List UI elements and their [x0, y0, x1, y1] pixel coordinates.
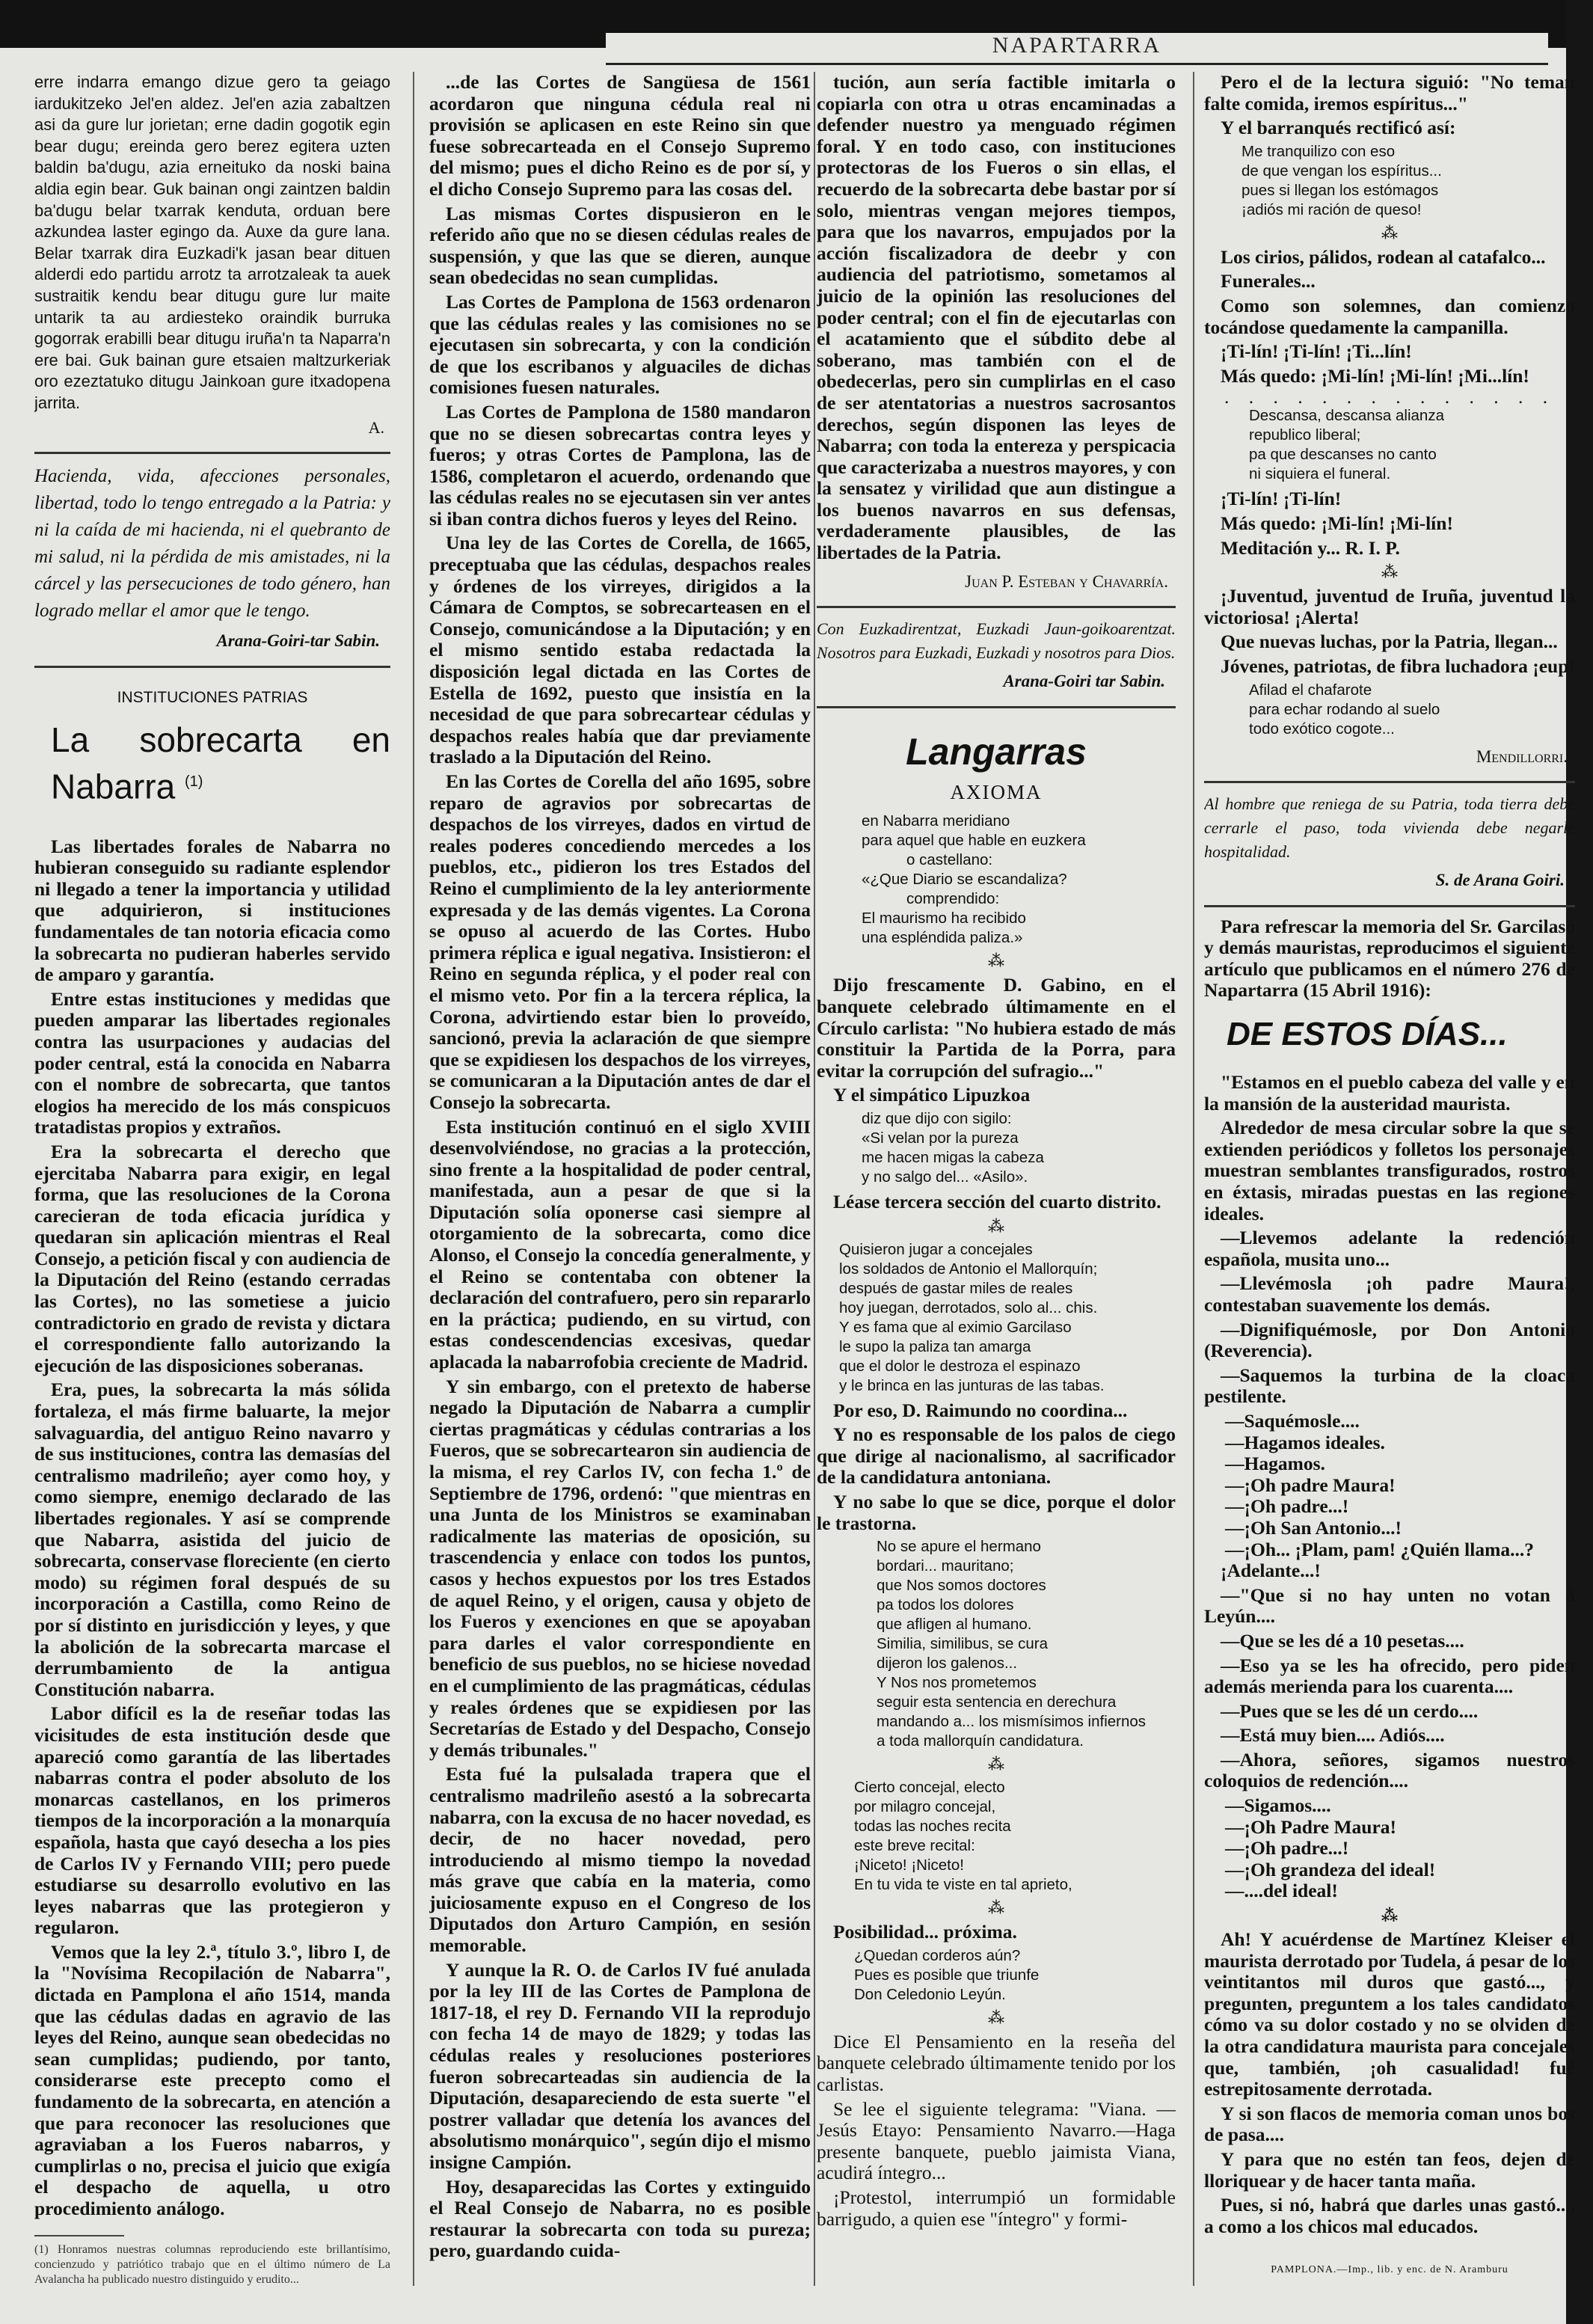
dot-separator: . . . . . . . . . . . . . .	[1224, 386, 1556, 408]
dialogue-line: —Saquémosle....	[1225, 1409, 1360, 1432]
dialogue-line: —¡Oh Padre Maura!	[1225, 1815, 1397, 1838]
verse-line: en Nabarra meridiano	[862, 812, 1010, 830]
article-paragraph: En las Cortes de Corella del año 1695, sobre reparo de agravios por sobrecartas de despachos de los virreyes, dados en virtud de reales poderes concediendo mercedes a los pueblos, etc., pidieron los tres Estados del Reino el cumplimiento de la ley anteriormente expresada y de las demás vigentes. La Corona se opuso al acuerdo de las Cortes. Hubo primera réplica e igual negativa. Insistieron: el Reino en segunda réplica, y el poder real con el mismo veto. Por fin a la tercera réplica, la Corona, advirtiendo estar bien lo proveído, sancionó, previa la aclaración de que siempre que se expidiesen los despachos de los virreyes, se comunicaran a la Diputación antes de dar el Consejo la sobrecarta.	[429, 770, 811, 1113]
sabin-quote: Con Euzkadirentzat, Euzkadi Jaun-goikoarentzat. Nosotros para Euzkadi, Euzkadi y nosotros para Dios.	[817, 619, 1176, 663]
divider	[817, 606, 1176, 608]
article-title-text: La sobrecarta en Nabarra	[51, 720, 390, 806]
paragraph: Y el barranqués rectificó así:	[1221, 117, 1456, 139]
article-paragraph: Labor difícil es la de reseñar todas las vicisitudes de esta institución desde que apareció como garantía de las libertades nabarras contra el poder absoluto de los monarcas castellanos, en los primeros tiempos de la incorporación a la monarquía española, hasta que cayó desecha a los pies de Carlos IV y Fernando VIII; pero puede estudiarse su desarrollo evolutivo en las leyes nabarras que las protegieron y regularon.	[34, 1702, 390, 1939]
dialogue-line: —¡Oh... ¡Plam, pam! ¿Quién llama...?	[1225, 1538, 1534, 1560]
verse	[862, 1109, 1176, 1187]
article-title	[51, 719, 390, 807]
verse-line: después de gastar miles de reales	[839, 1279, 1073, 1297]
verse-line: ¡Niceto! ¡Niceto!	[854, 1857, 964, 1874]
verse	[1241, 142, 1575, 220]
verse-line: que afligen al humano.	[877, 1616, 1032, 1634]
verse-line: Afilad el chafarote	[1249, 681, 1372, 699]
paragraph: Más quedo: ¡Mi-lín! ¡Mi-lín! ¡Mi...lín!	[1221, 364, 1529, 387]
verse-line: Pues es posible que triunfe	[854, 1966, 1040, 1984]
verse-line: pa que descanses no canto	[1249, 446, 1437, 464]
verse-line: En tu vida te viste en tal aprieto,	[854, 1876, 1072, 1894]
article-paragraph: —Llevemos adelante la redención española, musita uno...	[1204, 1227, 1575, 1270]
verse-line: No se apure el hermano	[877, 1538, 1041, 1556]
column-3	[817, 72, 1176, 2301]
article-paragraph: Las Cortes de Pamplona de 1563 ordenaron que las cédulas reales y las comisiones no se ejecutasen sin sobrecarta, y con la condición de que los escribanos y alguaciles de dichas comisiones fuesen naturales.	[429, 290, 811, 399]
verse-line: todo exótico cogote...	[1249, 720, 1395, 738]
quote-author: Arana-Goiri tar Sabin.	[1003, 672, 1165, 691]
article-paragraph: "Estamos en el pueblo cabeza del valle y en la mansión de la austeridad maurista.	[1204, 1071, 1575, 1115]
section-heading: INSTITUCIONES PATRIAS	[117, 688, 308, 706]
divider	[1204, 781, 1575, 783]
verse	[854, 1946, 1176, 2005]
article-paragraph: Pues, si nó, habrá que darles unas gastó..., a como a los chicos mal educados.	[1204, 2194, 1575, 2237]
verse	[862, 812, 1176, 948]
dialogue-line: —Hagamos ideales.	[1225, 1431, 1385, 1453]
verse-line: «Si velan por la pureza	[862, 1129, 1019, 1147]
article-paragraph: Una ley de las Cortes de Corella, de 1665, preceptuaba que las cédulas, despachos reales y órdenes de los virreyes, dirigidos a la Cámara de Comptos, se sobrecarteasen en el Consejo, comunicándose a la Diputación; y en el mismo sentido estaba redactada la disposición legal dictada en las Cortes de Estella de 1692, puesto que insistía en la necesidad de que para sobrecartear cédulas y despachos reales había que dar previamente traslado a la Diputación del Reino.	[429, 532, 811, 768]
printer-imprint: PAMPLONA.—Imp., lib. y enc. de N. Aramburu	[1271, 2264, 1508, 2276]
verse-line: pues si llegan los estómagos	[1241, 181, 1439, 199]
article-paragraph: ¡Adelante...!	[1221, 1560, 1321, 1582]
verse-line: este breve recital:	[854, 1837, 975, 1855]
asterism: ⁂	[1381, 562, 1398, 582]
paragraph: Dice El Pensamiento en la reseña del banquete celebrado últimamente tenido por los carlistas.	[817, 2030, 1176, 2095]
asterism: ⁂	[988, 1216, 1004, 1236]
verse-line: Y es fama que al eximio Garcilaso	[839, 1318, 1072, 1336]
paragraph: Y no es responsable de los palos de ciego que dirige al nacionalismo, al sacrificador de la candidatura antoniana.	[817, 1423, 1176, 1488]
column-divider	[413, 72, 414, 2286]
footnote-rule	[34, 2235, 124, 2236]
verse-line: y no salgo del... «Asilo».	[862, 1168, 1028, 1186]
basque-signature: A.	[368, 417, 384, 437]
article-paragraph: Esta fué la pulsalada trapera que el centralismo madrileño asestó a la sobrecarta nabarra, con la excusa de no hacer novedad, es decir, de no hacer novedad, pero introduciendo al mismo tiempo la novedad más grave que cabía en la materia, como juiciosamente expuso en el Congreso de los Diputados don Arturo Campión, en sesión memorable.	[429, 1763, 811, 1957]
verse	[854, 1778, 1176, 1895]
article-paragraph: —Ahora, señores, sigamos nuestros coloquios de redención....	[1204, 1748, 1575, 1792]
paragraph: ¡Ti-lín! ¡Ti-lín!	[1221, 488, 1342, 510]
article-paragraph: Ah! Y acuérdense de Martínez Kleiser el maurista derrotado por Tudela, á pesar de los veintitantos mil duros que gastó..., y pregunten, preguntem a los tales candidatos cómo va su dolor costado y no se olviden de la otra candidatura maurista para concejales que, también, ¡oh casualidad! fué estrepitosamente derrotada.	[1204, 1928, 1575, 2100]
article-paragraph: Vemos que la ley 2.ª, título 3.º, libro I, de la "Novísima Recopilación de Nabarra", dictada en Pamplona el año 1514, manda que las cédulas dadas en agravio de las leyes del Reino, aunque sean obedecidas no sean cumplidas; pudiendo, por tanto, considerarse este precepto como el fundamento de la sobrecarta, en atención a que para reconocer las resoluciones que agraviaban a los Fueros nabarros, y cumplirlas o no, precisa el juicio que exigía el despacho de aquella, u otro procedimiento análogo.	[34, 1940, 390, 2220]
verse-line: que el dolor le destroza el espinazo	[839, 1357, 1081, 1375]
section-subtitle: AXIOMA	[950, 780, 1043, 803]
verse-line: a toda mallorquín candidatura.	[877, 1732, 1084, 1750]
article-paragraph: Las mismas Cortes dispusieron en le referido año que no se diesen cédulas reales de suspensión, y que las que se dieren, aunque sean obedecidas no sean cumplidas.	[429, 202, 811, 289]
reprint-intro: Para refrescar la memoria del Sr. Garcilaso y demás mauristas, reproducimos el siguiente artículo que publicamos en el número 276 de Napartarra (15 Abril 1916):	[1204, 915, 1575, 1002]
title-footnote-mark: (1)	[184, 773, 203, 791]
paragraph: Como son solemnes, dan comienzo tocándose quedamente la campanilla.	[1204, 294, 1575, 338]
verse-line: Descansa, descansa alianza	[1249, 407, 1444, 425]
paragraph: Meditación y... R. I. P.	[1221, 536, 1400, 559]
section-title: Langarras	[906, 730, 1087, 773]
verse-line: para echar rodando al suelo	[1249, 700, 1440, 718]
verse	[877, 1537, 1176, 1751]
quote-author: S. de Arana Goiri.	[1435, 871, 1565, 890]
verse-line: ¡adiós mi ración de queso!	[1241, 200, 1422, 218]
article-paragraph: tución, aun sería factible imitarla o copiarla con otra u otras encaminadas a defender nuestro ya menguado régimen foral. Y en todo caso, con instituciones protectoras de los Fueros o sin ellas, el recuerdo de la sobrecarta debe bastar por sí solo, mientras vengan mejores tiempos, para que los navarros, empujados por la acción fiscalizadora de deebr y con audiencia del patriotismo, sometamos al juicio de la opinión las resoluciones del poder central; con el fin de ejecutarlas con el acatamiento que el súbdito debe al soberano, mas también con el de obedecerlas, pero sin cumplirlas en el caso de ser atentatorias a nuestros sacrosantos derechos, según disponen las leyes de Nabarra; con toda la entereza y perspicacia que caracterizaba a nuestros mayores, y con la sensatez y virilidad que aun distingue a los buenos navarros en sus defensas, verdaderamente plausibles, de las libertades de la Patria.	[817, 72, 1176, 564]
verse-line: para aquel que hable en euzkera	[862, 832, 1086, 850]
verse-line: de que vengan los espíritus...	[1241, 162, 1442, 180]
verse-line: bordari... mauritano;	[877, 1557, 1014, 1575]
article-author: Juan P. Esteban y Chavarría.	[965, 571, 1168, 591]
verse-line: ni siquiera el funeral.	[1249, 465, 1391, 483]
paragraph: ¡Juventud, juventud de Iruña, juventud la victoriosa! ¡Alerta!	[1204, 585, 1575, 628]
column-4	[1204, 72, 1575, 2301]
verse-line: una espléndida paliza.»	[862, 929, 1023, 947]
article-paragraph: Y sin embargo, con el pretexto de haberse negado la Diputación de Nabarra a cumplir ciertas pragmáticas y cédulas contrarias a los Fueros, que se sobrecartearon sin audiencia de la misma, el rey Carlos IV, con fecha 1.º de Septiembre de 1796, ordenó: "que mientras en una Junta de los Ministros se examinaban radicalmente las materias de oposición, su trascendencia y enlace con todos los puntos, casos y hechos expuestos por los tres Estados de aquel Reino, y el origen, causa y objeto de los Fueros y exenciones en que se apoyaban para darles el valor correspondiente en beneficio de sus pueblos, no se hiciese novedad en el cumplimiento de las pragmáticas, cédulas y reales órdenes que se expidiesen por las Secretarías de Estado y del Despacho, Consejo y demás tribunales."	[429, 1375, 811, 1761]
verse-line: y le brinca en las junturas de las tabas.	[839, 1376, 1105, 1394]
article-paragraph: Era, pues, la sobrecarta la más sólida fortaleza, el más firme baluarte, la mejor salvaguardia, del antiguo Reino navarro y de sus instituciones, contra las demasías del centralismo madrileño; ayer como hoy, y como siempre, enemigo declarado de las libertades regionales. Y así se comprende que Nabarra, asistida del juicio de sobrecarta, conservase floreciente (en cierto modo) su régimen foral después de su incorporación a Castilla, como Reino de por sí distinto en jurisdicción y leyes, y que la abolición de la sobrecarta marcase el derrumbamiento de la antigua Constitución nabarra.	[34, 1379, 390, 1700]
verse-line: Y Nos nos prometemos	[877, 1674, 1037, 1692]
article-title: DE ESTOS DÍAS...	[1227, 1016, 1508, 1053]
article-paragraph: Entre estas instituciones y medidas que pueden amparar las libertades regionales contra las usurpaciones y audacias del poder central, está la conocida en Nabarra con el nombre de sobrecarta, que tantos elogios ha merecido de los más conspicuos tratadistas propios y extraños.	[34, 987, 390, 1138]
paragraph: Jóvenes, patriotas, de fibra luchadora ¡eup!	[1221, 654, 1575, 677]
paragraph: Funerales...	[1221, 270, 1316, 292]
paragraph: ¡Protestol, interrumpió un formidable barrigudo, a quien ese "íntegro" y formi-	[817, 2186, 1176, 2230]
article-paragraph: Las libertades forales de Nabarra no hubieran conseguido su radiante esplendor ni llegado a tener la importancia y utilidad que adquirieron, si instituciones fundamentales de tan notoria eficacia como la sobrecarta no pudieran haberles servido de amparo y garantía.	[34, 835, 390, 986]
verse-line: Similia, similibus, se cura	[877, 1635, 1048, 1653]
article-paragraph: —Eso ya se les ha ofrecido, pero piden además merienda para los cuarenta....	[1204, 1654, 1575, 1698]
article-paragraph: Era la sobrecarta el derecho que ejercitaba Nabarra para exigir, en legal forma, que las resoluciones de la Corona carecieran de toda eficacia jurídica y quedaran sin aplicación mientras el Real Consejo, a petición fiscal y con audiencia de la Diputación del Reino (estando cerradas las Cortes), no las sometiese a juicio contradictorio en grado de revista y dictara el correspondiente fallo autorizando la ejecución de las disposiciones soberanas.	[34, 1140, 390, 1376]
asterism: ⁂	[1381, 1906, 1399, 1925]
masthead: NAPARTARRA	[606, 33, 1548, 65]
article-paragraph: Y si son flacos de memoria coman unos bos de pasa....	[1204, 2102, 1575, 2146]
paragraph: Que nuevas luchas, por la Patria, llegan...	[1221, 631, 1558, 653]
article-paragraph: —"Que si no hay unten no votan á Leyún....	[1204, 1583, 1575, 1628]
article-paragraph: Y aunque la R. O. de Carlos IV fué anulada por la ley III de las Cortes de Pamplona de 1817-18, el rey D. Fernando VII la reprodujo con fecha 14 de mayo de 1829; y todas las cédulas reales y resoluciones posteriores fueron sobrecarteadas sin audiencia de la Diputación, desapareciendo de esta suerte "el postrer valladar que detenía los avances del absolutismo monárquico", según dijo el mismo insigne Campión.	[429, 1958, 811, 2173]
dialogue-line: —¡Oh San Antonio...!	[1225, 1516, 1402, 1539]
dialogue-line: —....del ideal!	[1225, 1880, 1338, 1902]
verse-line: ¿Quedan corderos aún?	[854, 1946, 1021, 1964]
article-paragraph: —Que se les dé a 10 pesetas....	[1221, 1629, 1464, 1652]
verse-line: «¿Que Diario se escandaliza?	[862, 871, 1067, 889]
sabin-quote: Al hombre que reniega de su Patria, toda tierra debe cerrarle el paso, toda vivienda debe negarle hospitalidad.	[1204, 794, 1575, 862]
asterism: ⁂	[988, 1898, 1004, 1918]
article-paragraph: Alrededor de mesa circular sobre la que se extienden periódicos y folletos los personajes muestran semblantes transfigurados, rostros en éxtasis, miradas puestas en las regiones ideales.	[1204, 1117, 1575, 1224]
verse-line: hoy juegan, derrotados, solo al... chis.	[839, 1299, 1098, 1316]
dialogue-line: —¡Oh grandeza del ideal!	[1225, 1858, 1436, 1880]
verse	[1249, 406, 1575, 484]
verse	[1249, 681, 1575, 739]
article-author: Mendillorri.	[1476, 746, 1568, 766]
verse-line: Cierto concejal, electo	[854, 1779, 1005, 1797]
divider	[1204, 905, 1575, 907]
divider	[34, 452, 390, 454]
verse-line: Me tranquilizo con eso	[1241, 142, 1396, 160]
article-paragraph: Las Cortes de Pamplona de 1580 mandaron que no se diesen sobrecartas contra leyes y fueros; y otras Cortes de Pamplona, las de 1586, completaron el acuerdo, ordenando que las cédulas reales no se ejecutasen sin ver antes si iban contra dichos fueros y leyes del Reino.	[429, 400, 811, 530]
column-1	[34, 72, 390, 2301]
article-paragraph: —Está muy bien.... Adiós....	[1221, 1724, 1445, 1747]
paragraph: Dijo frescamente D. Gabino, en el banquete celebrado últimamente en el Círculo carlista: "No hubiera estado de más constituir la Partida de la Porra, para evitar la corrupción del sufragio..."	[817, 974, 1176, 1082]
verse-line: le supo la paliza tan amarga	[839, 1337, 1031, 1355]
paragraph: Se lee el siguiente telegrama: "Viana. —Jesús Etayo: Pensamiento Navarro.—Haga presente banquete, pueblo jaimista Viana, acudirá íntegro...	[817, 2097, 1176, 2184]
verse-line: republico liberal;	[1249, 426, 1361, 444]
dialogue-line: —Hagamos.	[1225, 1453, 1325, 1475]
column-divider	[1193, 72, 1194, 2286]
verse-line: que Nos somos doctores	[877, 1577, 1046, 1595]
paragraph: Más quedo: ¡Mi-lín! ¡Mi-lín!	[1221, 512, 1453, 534]
article-paragraph: ...de las Cortes de Sangüesa de 1561 acordaron que ninguna cédula real ni provisión se aplicasen en este Reino sin que fuese sobrecarteada en el Consejo Supremo del mismo; pues el dicho Reino es de por sí, y el dicho Consejo Supremo para las cosas del.	[429, 72, 811, 200]
paragraph: Por eso, D. Raimundo no coordina...	[833, 1399, 1128, 1421]
dialogue-line: —¡Oh padre...!	[1225, 1495, 1349, 1518]
verse-line: pa todos los dolores	[877, 1596, 1014, 1614]
column-2	[429, 72, 811, 2301]
paragraph: Los cirios, pálidos, rodean al catafalco...	[1221, 245, 1546, 268]
article-paragraph: —Dignifiquémosle, por Don Antonio (Reverencia).	[1204, 1318, 1575, 1362]
verse-line: diz que dijo con sigilo:	[862, 1110, 1012, 1127]
paragraph: Y no sabe lo que se dice, porque el dolor le trastorna.	[817, 1490, 1176, 1534]
divider	[817, 706, 1176, 708]
verse-line: seguir esta sentencia en derechura	[877, 1693, 1117, 1711]
verse-line: me hacen migas la cabeza	[862, 1149, 1044, 1166]
paragraph: ¡Ti-lín! ¡Ti-lín! ¡Ti...lín!	[1221, 340, 1412, 363]
verse-line: los soldados de Antonio el Mallorquín;	[839, 1260, 1098, 1278]
verse	[839, 1240, 1176, 1396]
verse-line: todas las noches recita	[854, 1818, 1011, 1836]
sabin-quote: Hacienda, vida, afecciones personales, libertad, todo lo tengo entregado a la Patria: y ni la caída de mi hacienda, ni el quebranto de mi salud, ni la pérdida de mis amistades, ni la cárcel y las persecuciones de todo género, han logrado mellar el amor que le tengo.	[34, 466, 390, 622]
dialogue-line: —¡Oh padre...!	[1225, 1837, 1349, 1859]
paragraph: Y el simpático Lipuzkoa	[833, 1084, 1031, 1106]
verse-line: mandando a... los mismísimos infiernos	[877, 1713, 1147, 1731]
column-divider	[814, 72, 815, 2286]
article-paragraph: —Pues que se les dé un cerdo....	[1221, 1699, 1479, 1722]
verse-line: por milagro concejal,	[854, 1798, 996, 1816]
verse-line: Quisieron jugar a concejales	[839, 1240, 1033, 1258]
basque-paragraph: erre indarra emango dizue gero ta geiago iardukitzeko Jel'en aldez. Jel'en azia zabaltzen asi da gure lur jorietan; erne dadin gogotik egin bear dugu; ereinda gero berez egitera uzten baldin ba'dugu, azia erneituko da noski baina aldia egin bear. Guk bainan ongi zaintzen baldin ba'dugu belar txarrak kenduta, orduan bere azkundea laster egingo da. Auxe da gure lana. Belar txarrak dira Euzkadi'k jasan bear dituen alderdi edo partidu arrotz ta arrotzaleak ta auek sustraitik kendu bear ditugu gure lur maite untarik ta au ardiesteko oraindik burruka gogorrak erabilli bear ditugu iruña'n ta Naparra'n ere bai. Guk bainan gure etsaien maltzurkeriak oro ezeztatuko ditugu Jainkoan gure itxadopena jarrita.	[34, 73, 390, 412]
article-paragraph: —Llevémosla ¡oh padre Maura!, contestaban suavemente los demás.	[1204, 1272, 1575, 1316]
divider	[34, 666, 390, 668]
paragraph: Léase tercera sección del cuarto distrito.	[833, 1191, 1161, 1212]
verse-line: o castellano:	[906, 851, 993, 869]
paragraph: Posibilidad... próxima.	[833, 1921, 1017, 1943]
article-paragraph: Y para que no estén tan feos, dejen de lloriquear y de hacer tanta maña.	[1204, 2147, 1575, 2192]
quote-author: Arana-Goiri-tar Sabin.	[216, 631, 380, 651]
article-paragraph: —Saquemos la turbina de la cloaca pestilente.	[1204, 1364, 1575, 1408]
asterism: ⁂	[988, 1755, 1004, 1774]
dialogue-line: —¡Oh padre Maura!	[1225, 1474, 1396, 1496]
footnote: (1) Honramos nuestras columnas reproduciendo este brillantísimo, concienzudo y patriótico trabajo que en el último número de La Avalancha ha publicado nuestro distinguido y erudito...	[34, 2242, 390, 2286]
asterism: ⁂	[1381, 223, 1398, 242]
verse-line: dijeron los galenos...	[877, 1655, 1018, 1673]
verse-line: El maurismo ha recibido	[862, 910, 1026, 928]
asterism: ⁂	[988, 2008, 1004, 2027]
asterism: ⁂	[988, 951, 1004, 971]
article-paragraph: Esta institución continuó en el siglo XVIII desenvolviéndose, no gracias a la protección, sino frente a la hospitalidad de poder central, manifestada, aun a pesar de que si la Diputación solía oponerse casi siempre al otorgamiento de la sobrecarta, como dice Alonso, el Consejo la concedía generalmente, y el Reino se contentaba con obtener la declaración del contrafuero, pero sin repararlo en la práctica; pudiendo, en su virtud, con estas condescendencias excesivas, quedar aplacada la nabarrofobia creciente de Madrid.	[429, 1115, 811, 1373]
verse-line: Don Celedonio Leyún.	[854, 1985, 1006, 2003]
dialogue-line: —Sigamos....	[1225, 1794, 1331, 1817]
paragraph: Pero el de la lectura siguió: "No teman falte comida, iremos espíritus..."	[1204, 72, 1575, 114]
article-paragraph: Hoy, desaparecidas las Cortes y extinguido el Real Consejo de Nabarra, no es posible restaurar la sobrecarta con toda su pureza; pero, guardando cuida-	[429, 2175, 811, 2262]
verse-line: comprendido:	[906, 890, 1000, 908]
